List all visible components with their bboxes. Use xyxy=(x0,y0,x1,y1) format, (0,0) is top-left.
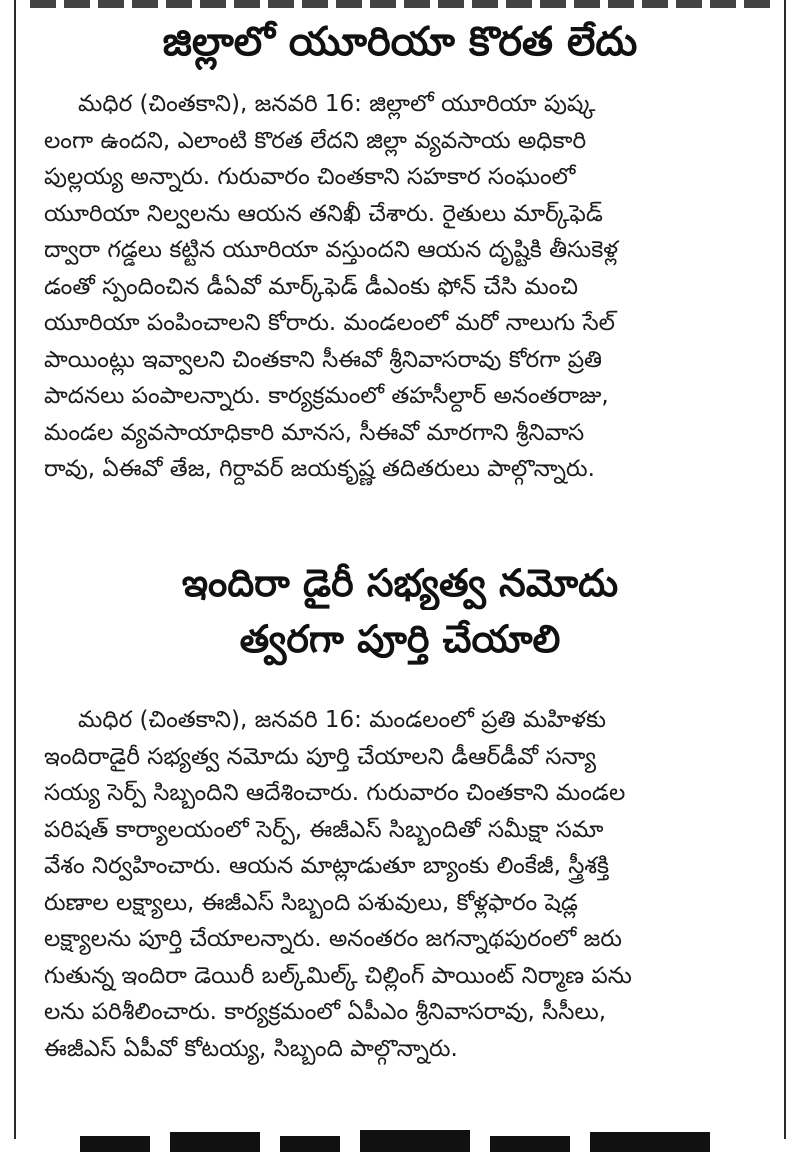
article1-headline: జిల్లాలో యూరియా కొరత లేదు xyxy=(162,19,638,65)
article2-line: గుతున్న ఇందిరా డెయిరీ బల్క్‌మిల్క్ చిల్లింగ్ పాయింట్ నిర్మాణ పను xyxy=(44,962,632,989)
article1-line: యూరియా పంపించాలని కోరారు. మండలంలో మరో నాలుగు సేల్ xyxy=(44,310,615,336)
article2-line: సయ్య సెర్ప్ సిబ్బందిని ఆదేశించారు. గురువారం చింతకాని మండల xyxy=(44,780,626,806)
article1-line: రావు, ఏఈవో తేజ, గిర్దావర్ జయకృష్ణ తదితరులు పాల్గొన్నారు. xyxy=(44,456,595,482)
article1-line: మండల వ్యవసాయాధికారి మానస, సీఈవో మారగాని శ్రీనివాస xyxy=(44,419,585,446)
article1-line: పాయింట్లు ఇవ్వాలని చింతకాని సీఈవో శ్రీనివాసరావు కోరగా ప్రతి xyxy=(44,346,603,373)
cut-off-headline-strokes xyxy=(60,1112,740,1152)
article2-body xyxy=(44,702,756,1067)
article1-body xyxy=(44,86,756,488)
article2-line: లక్ష్యాలను పూర్తి చేయాలన్నారు. అనంతరం జగన్నాథపురంలో జరు xyxy=(44,926,622,952)
article1-line: పుల్లయ్య అన్నారు. గురువారం చింతకాని సహకార సంఘంలో xyxy=(44,164,576,190)
article2-line: వేశం నిర్వహించారు. ఆయన మాట్లాడుతూ బ్యాంకు లింకేజీ, స్త్రీశక్తి xyxy=(44,853,610,879)
cut-off-previous-headline xyxy=(30,0,770,8)
article2-line: ఈజీఎస్ ఏపీవో కోటయ్య, సిబ్బంది పాల్గొన్నారు. xyxy=(44,1035,458,1062)
article2-headline-line2: త్వరగా పూర్తి చేయాలి xyxy=(239,617,561,661)
article1-line: యూరియా నిల్వలను ఆయన తనిఖీ చేశారు. రైతులు మార్క్‌ఫెడ్ xyxy=(44,200,603,227)
article2-line: మధిర (చింతకాని), జనవరి 16: మండలంలో ప్రతి మహిళకు xyxy=(78,707,606,733)
article2-line: లను పరిశీలించారు. కార్యక్రమంలో ఏపీఎం శ్రీనివాసరావు, సీసీలు, xyxy=(44,999,607,1025)
article2-line: పరిషత్ కార్యాలయంలో సెర్ప్, ఈజీఎస్ సిబ్బందితో సమీక్షా సమా xyxy=(44,816,604,843)
article1-line: ద్వారా గడ్డలు కట్టిన యూరియా వస్తుందని ఆయన దృష్టికి తీసుకెళ్ల xyxy=(44,237,619,263)
article2-line: ఇందిరాడైరీ సభ్యత్వ నమోదు పూర్తి చేయాలని డీఆర్‌డీవో సన్యా xyxy=(44,743,596,770)
article1-line: మధిర (చింతకాని), జనవరి 16: జిల్లాలో యూరియా పుష్క xyxy=(78,91,596,117)
cut-off-next-headline xyxy=(40,1112,760,1152)
article1-line: డంతో స్పందించిన డీఏవో మార్క్‌ఫెడ్ డీఎంకు ఫోన్ చేసి మంచి xyxy=(44,273,578,300)
article2-line: రుణాల లక్ష్యాలు, ఈజీఎస్ సిబ్బంది పశువులు, కోళ్లఫారం షెడ్ల xyxy=(44,889,578,916)
article2-headline-line1: ఇందిరా డైరీ సభ్యత్వ నమోదు xyxy=(181,561,619,605)
article1-line: లంగా ఉందని, ఎలాంటి కొరత లేదని జిల్లా వ్యవసాయ అధికారి xyxy=(44,127,587,154)
article1-line: పాదనలు పంపాలన్నారు. కార్యక్రమంలో తహసీల్దార్ అనంతరాజు, xyxy=(44,383,609,409)
